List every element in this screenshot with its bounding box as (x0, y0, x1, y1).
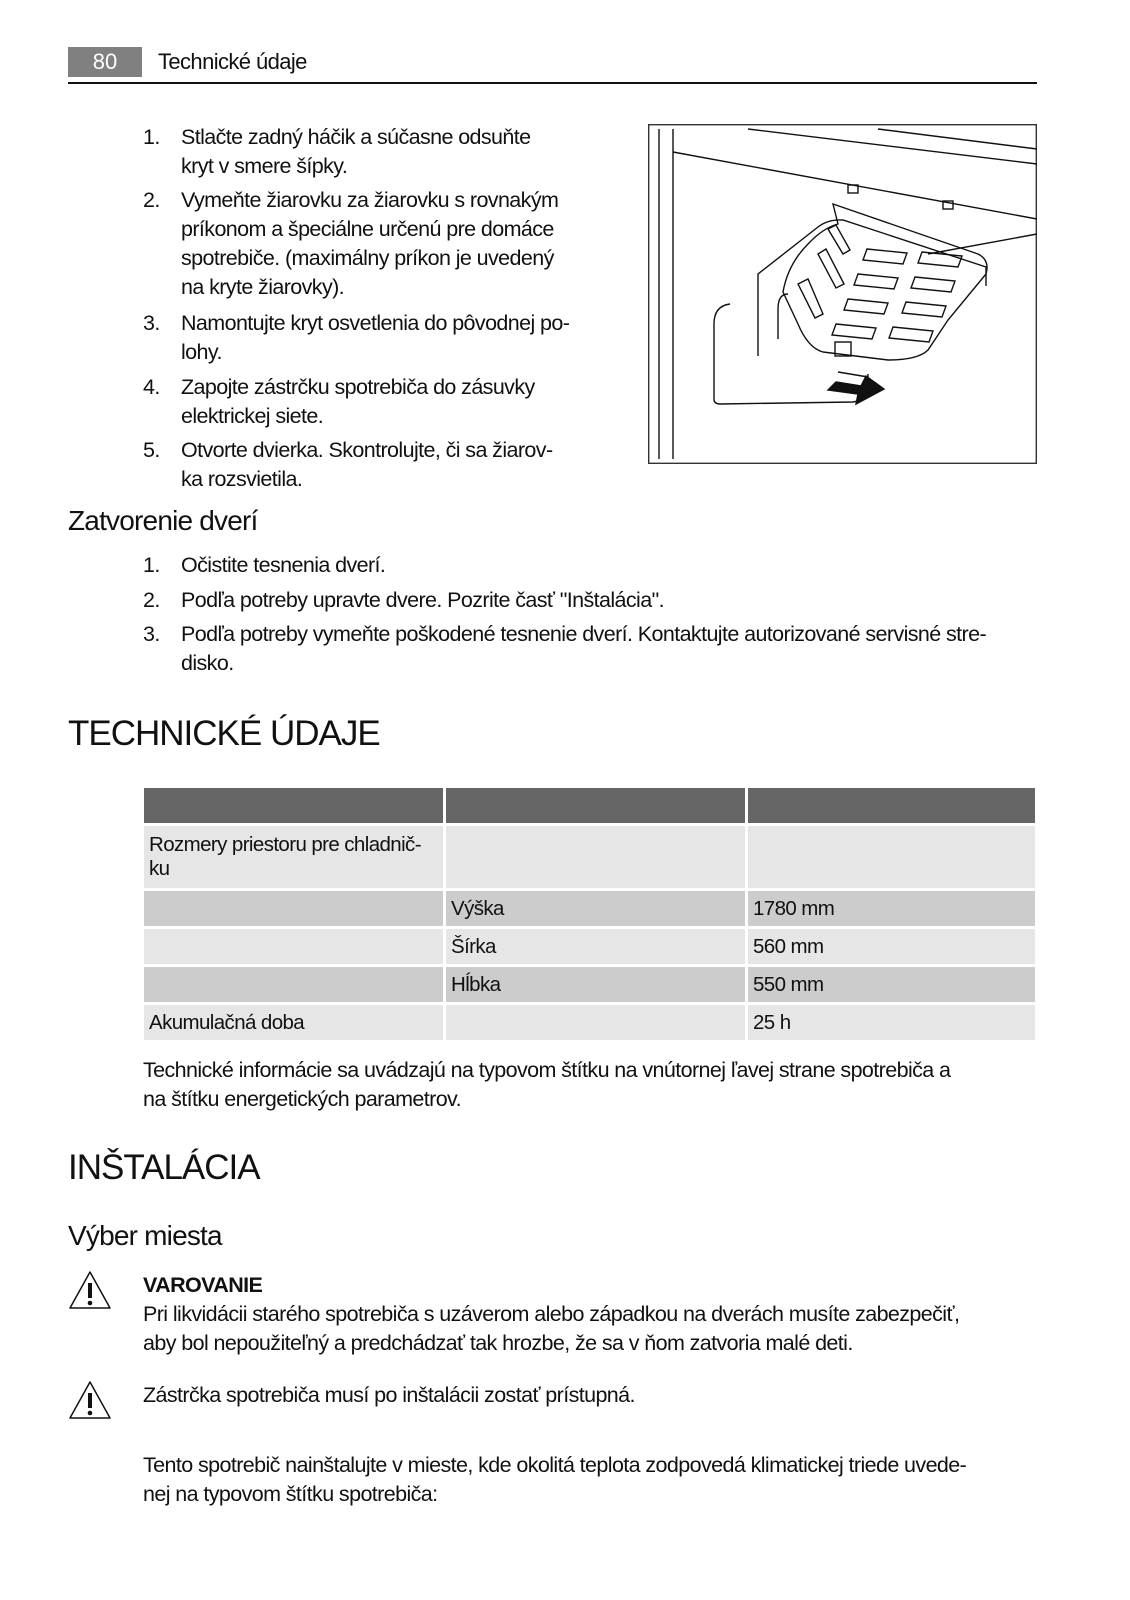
table-row (144, 891, 1035, 926)
table-cell (144, 967, 443, 1002)
warning-title: VAROVANIE (143, 1273, 263, 1297)
page-number: 80 (68, 47, 142, 77)
list-item-text: Podľa potreby upravte dvere. Pozrite časť "Inštalácia". (181, 588, 665, 612)
list-item-text: ka rozsvietila. (181, 467, 303, 491)
table-cell (748, 826, 1035, 888)
list-number: 3. (143, 311, 160, 335)
table-header-row (144, 788, 1035, 823)
list-item-text: Zapojte zástrčku spotrebiča do zásuvky (181, 375, 535, 399)
table-cell: Šírka (446, 929, 745, 964)
list-item-text: na kryte žiarovky). (181, 275, 345, 299)
list-item-text: disko. (181, 651, 234, 675)
list-number: 3. (143, 622, 160, 646)
table-cell (446, 1005, 745, 1040)
table-cell: Rozmery priestoru pre chladnič- ku (144, 826, 443, 888)
subsection-title-location: Výber miesta (68, 1220, 222, 1251)
table-cell (144, 929, 443, 964)
caution-text: Zástrčka spotrebiča musí po inštalácii zostať prístupná. (143, 1383, 635, 1407)
install-para-line: Tento spotrebič nainštalujte v mieste, kde okolitá teplota zodpovedá klimatickej triede uvede- (143, 1453, 967, 1477)
table-cell: Akumulačná doba (144, 1005, 443, 1040)
list-item-text: Stlačte zadný háčik a súčasne odsuňte (181, 125, 531, 149)
caution-triangle-icon (68, 1380, 112, 1420)
table-cell: 1780 mm (748, 891, 1035, 926)
list-item-text: Očistite tesnenia dverí. (181, 553, 386, 577)
list-number: 4. (143, 375, 160, 399)
lamp-cover-illustration (648, 124, 1037, 464)
table-row (144, 1005, 1035, 1040)
list-item-text: Vymeňte žiarovku za žiarovku s rovnakým (181, 188, 559, 212)
list-number: 1. (143, 125, 160, 149)
tech-note-line: na štítku energetických parametrov. (143, 1087, 461, 1111)
list-number: 2. (143, 188, 160, 212)
table-cell (144, 891, 443, 926)
list-item-text: lohy. (181, 340, 222, 364)
list-number: 2. (143, 588, 160, 612)
tech-note-line: Technické informácie sa uvádzajú na typovom štítku na vnútornej ľavej strane spotrebiča a (143, 1058, 951, 1082)
list-item-text: kryt v smere šípky. (181, 154, 348, 178)
section-title-technical-data: TECHNICKÉ ÚDAJE (68, 714, 380, 753)
table-cell: Hĺbka (446, 967, 745, 1002)
table-cell: 550 mm (748, 967, 1035, 1002)
list-item-text: elektrickej siete. (181, 404, 324, 428)
table-row (144, 826, 1035, 888)
header-rule (68, 82, 1037, 84)
running-title: Technické údaje (158, 49, 307, 74)
warning-text-line: Pri likvidácii starého spotrebiča s uzáverom alebo západkou na dverách musíte zabezpečiť, (143, 1302, 960, 1326)
section-title-door-closing: Zatvorenie dverí (68, 505, 258, 536)
list-number: 5. (143, 438, 160, 462)
warning-text-line: aby bol nepoužiteľný a predchádzať tak hrozbe, že sa v ňom zatvoria malé deti. (143, 1331, 853, 1355)
table-cell: Výška (446, 891, 745, 926)
warning-triangle-icon (68, 1270, 112, 1310)
table-cell (446, 826, 745, 888)
list-item-text: Otvorte dvierka. Skontrolujte, či sa žiarov- (181, 438, 553, 462)
table-cell: 560 mm (748, 929, 1035, 964)
table-row (144, 929, 1035, 964)
table-row (144, 967, 1035, 1002)
technical-data-table (141, 785, 1038, 1043)
install-para-line: nej na typovom štítku spotrebiča: (143, 1482, 438, 1506)
list-item-text: Namontujte kryt osvetlenia do pôvodnej po- (181, 311, 570, 335)
list-item-text: Podľa potreby vymeňte poškodené tesnenie dverí. Kontaktujte autorizované servisné stre- (181, 622, 987, 646)
table-cell: 25 h (748, 1005, 1035, 1040)
section-title-installation: INŠTALÁCIA (68, 1148, 260, 1187)
list-item-text: spotrebiče. (maximálny príkon je uvedený (181, 246, 554, 270)
list-item-text: príkonom a špeciálne určenú pre domáce (181, 217, 554, 241)
list-number: 1. (143, 553, 160, 577)
